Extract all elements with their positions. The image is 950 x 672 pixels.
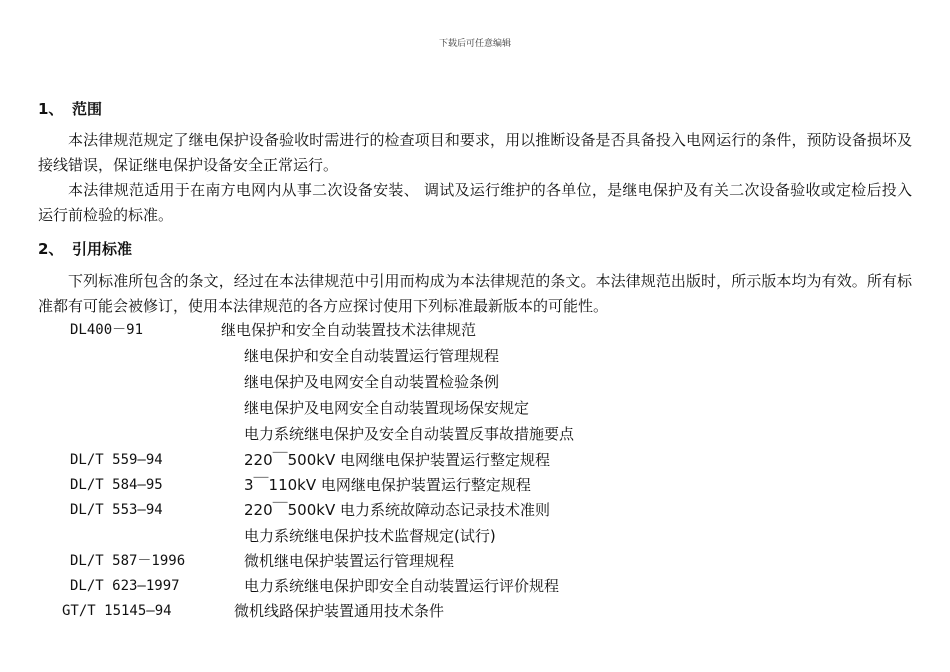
standard-code: DL/T 584—95 — [70, 477, 163, 493]
standard-title: 继电保护和安全自动装置技术法律规范 — [221, 321, 477, 339]
section-heading-scope — [38, 98, 102, 119]
standard-title: 微机线路保护装置通用技术条件 — [234, 602, 445, 620]
standard-row — [0, 370, 950, 395]
standard-title: 继电保护及电网安全自动装置现场保安规定 — [244, 399, 530, 417]
section-number: 2、 — [38, 240, 64, 258]
standard-row — [0, 473, 950, 498]
page-header-note: 下载后可任意编辑 — [438, 39, 511, 49]
standard-title: 220￣500kV 电力系统故障动态记录技术准则 — [244, 501, 550, 519]
standard-code: DL/T 553—94 — [70, 502, 163, 518]
section-number: 1、 — [38, 100, 64, 118]
standard-title: 继电保护和安全自动装置运行管理规程 — [244, 347, 500, 365]
standard-title: 220￣500kV 电网继电保护装置运行整定规程 — [244, 451, 550, 469]
standard-row — [0, 318, 950, 343]
standard-row — [0, 396, 950, 421]
standard-title: 电力系统继电保护及安全自动装置反事故措施要点 — [244, 425, 575, 443]
paragraph: 本法律规范适用于在南方电网内从事二次设备安装、 调试及运行维护的各单位，是继电保护及有关二次设备验收或定检后投入运行前检验的标准。 — [38, 181, 912, 224]
standard-row — [0, 344, 950, 369]
standard-row — [0, 448, 950, 473]
section-heading-references — [38, 238, 132, 259]
paragraph: 本法律规范规定了继电保护设备验收时需进行的检查项目和要求，用以推断设备是否具备投入电网运行的条件，预防设备损坏及接线错误，保证继电保护设备安全正常运行。 — [38, 131, 912, 174]
standard-code: DL/T 623—1997 — [70, 578, 180, 594]
section-title: 范围 — [72, 100, 103, 118]
standard-code: DL/T 559—94 — [70, 452, 163, 468]
standard-title: 3￣110kV 电网继电保护装置运行整定规程 — [244, 476, 531, 494]
standard-code: DL/T 587－1996 — [70, 553, 186, 569]
standard-code: GT/T 15145—94 — [62, 603, 172, 619]
standard-row — [0, 524, 950, 549]
paragraph: 下列标准所包含的条文，经过在本法律规范中引用而构成为本法律规范的条文。本法律规范出版时，所示版本均为有效。所有标准都有可能会被修订，使用本法律规范的各方应探讨使用下列标准最新版本的可能性。 — [38, 272, 912, 315]
standard-row — [0, 574, 950, 599]
standard-row — [0, 599, 950, 624]
standard-row — [0, 422, 950, 447]
standard-title: 继电保护及电网安全自动装置检验条例 — [244, 373, 500, 391]
standard-title: 电力系统继电保护技术监督规定(试行) — [244, 527, 496, 545]
standard-title: 电力系统继电保护即安全自动装置运行评价规程 — [244, 577, 560, 595]
standard-title: 微机继电保护装置运行管理规程 — [244, 552, 455, 570]
section-title: 引用标准 — [72, 240, 133, 258]
standard-row — [0, 549, 950, 574]
standard-row — [0, 498, 950, 523]
standard-code: DL400－91 — [70, 322, 144, 338]
